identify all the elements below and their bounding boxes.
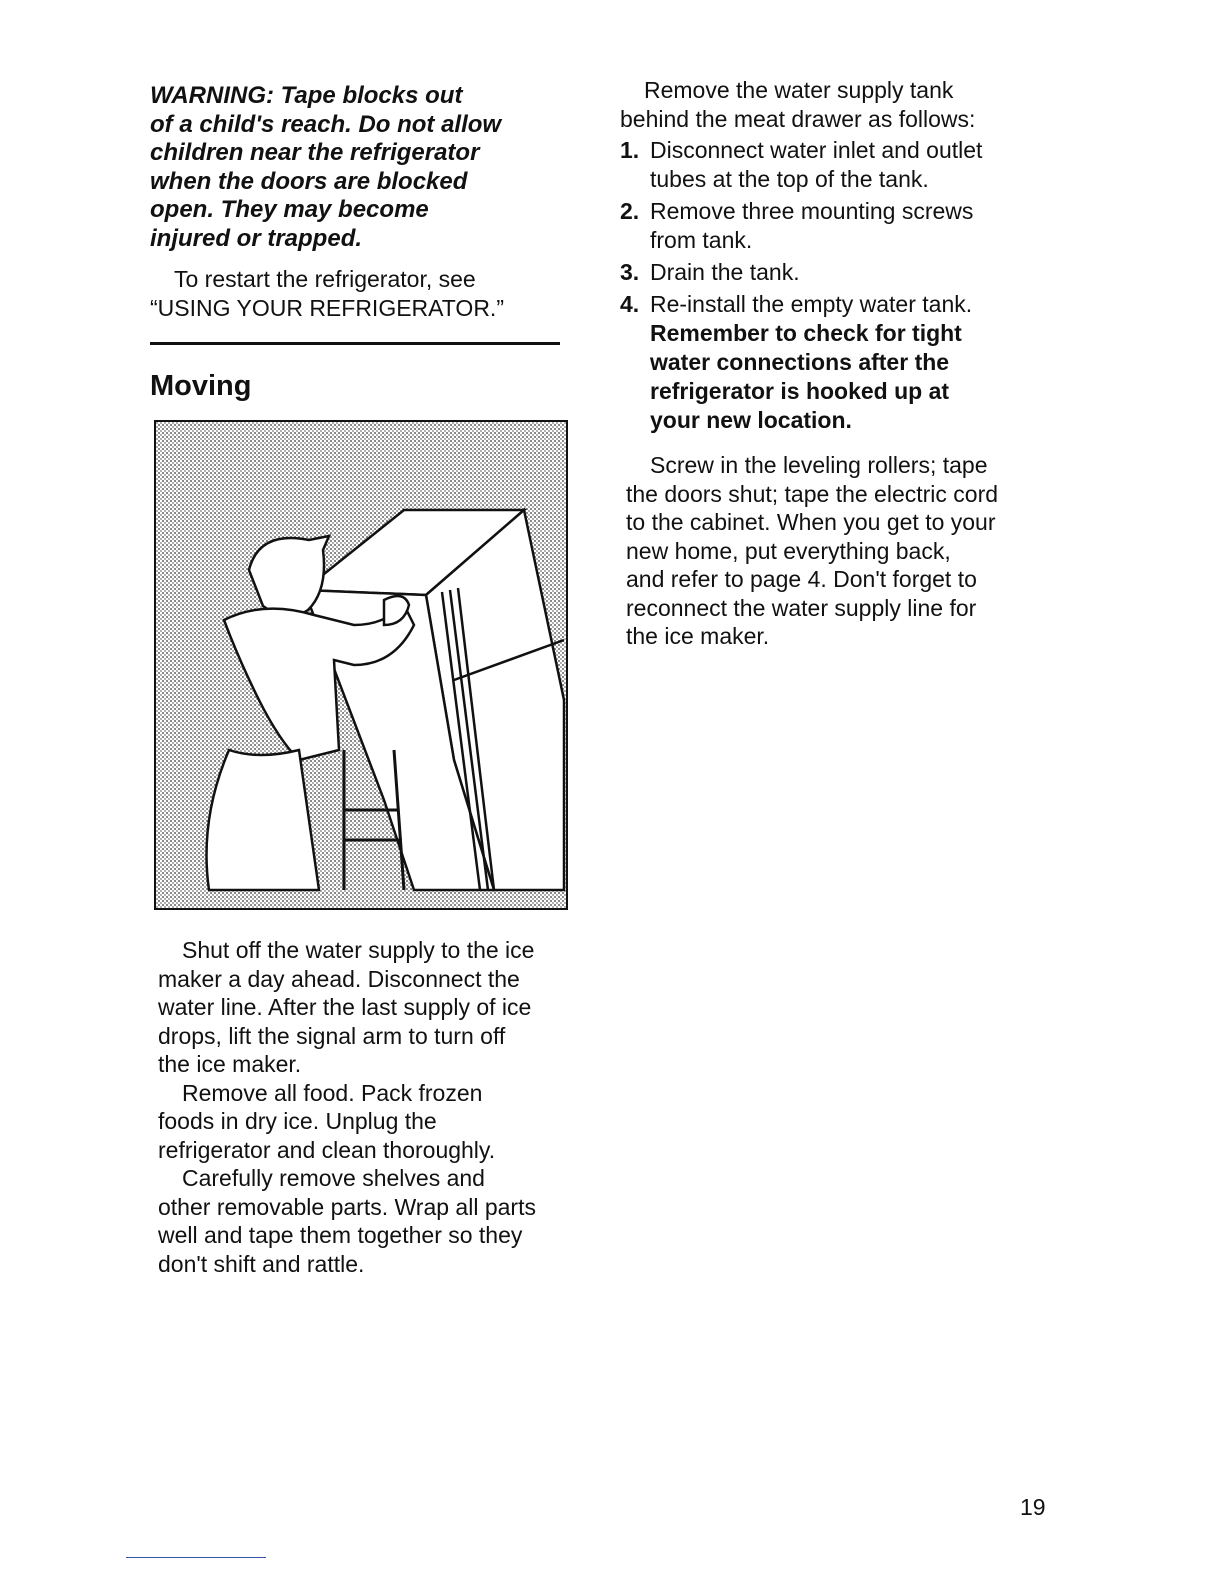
step-line: from tank. <box>650 227 753 253</box>
text-line: Carefully remove shelves and <box>182 1165 485 1191</box>
warning-line: when the doors are blocked <box>150 167 468 195</box>
text-line: Remove all food. Pack frozen <box>182 1079 483 1106</box>
step-1 <box>620 136 1040 194</box>
text-line: don't shift and rattle. <box>158 1250 365 1277</box>
warning-line: open. They may become <box>150 196 429 223</box>
closing-paragraph <box>620 451 1040 651</box>
text-line: drops, lift the signal arm to turn off <box>158 1022 506 1049</box>
warning-line: injured or trapped. <box>150 224 363 252</box>
right-column <box>620 76 1040 651</box>
paragraph-ice-maker <box>158 936 578 1079</box>
text-line: Remove the water supply tank <box>644 77 954 103</box>
paragraph-food <box>158 1079 578 1165</box>
text-line: and refer to page 4. Don't forget to <box>626 566 977 592</box>
moving-illustration <box>154 420 568 910</box>
step-line: Remove three mounting screws <box>650 198 974 224</box>
step-bold-line: water connections after the <box>650 349 950 375</box>
step-2 <box>620 197 1040 255</box>
step-number: 1. <box>620 137 640 163</box>
step-3 <box>620 258 1040 287</box>
step-4 <box>620 290 1040 435</box>
step-number: 2. <box>620 198 640 224</box>
restart-line: To restart the refrigerator, see <box>174 266 476 292</box>
page-number: 19 <box>1020 1494 1046 1520</box>
text-line: maker a day ahead. Disconnect the <box>158 965 520 992</box>
step-line: tubes at the top of the tank. <box>650 166 929 192</box>
warning-line: WARNING: Tape blocks out <box>150 82 463 109</box>
step-bold-line: your new location. <box>650 407 852 433</box>
left-column <box>150 82 570 322</box>
text-line: the doors shut; tape the electric cord <box>626 480 999 507</box>
warning-text <box>150 82 570 253</box>
text-line: Shut off the water supply to the ice <box>182 937 535 963</box>
text-line: well and tape them together so they <box>158 1222 523 1248</box>
section-heading: Moving <box>150 370 252 402</box>
text-line: the ice maker. <box>158 1051 302 1077</box>
step-bold-line: refrigerator is hooked up at <box>650 378 950 404</box>
step-bold-line: Remember to check for tight <box>650 320 962 346</box>
text-line: water line. After the last supply of ice <box>158 994 532 1020</box>
text-line: behind the meat drawer as follows: <box>620 105 976 132</box>
restart-line: “USING YOUR REFRIGERATOR.” <box>150 294 504 321</box>
step-line: Re-install the empty water tank. <box>650 291 973 317</box>
warning-line: children near the refrigerator <box>150 139 480 166</box>
text-line: to the cabinet. When you get to your <box>626 509 996 535</box>
footer-rule <box>126 1557 266 1558</box>
text-line: refrigerator and clean thoroughly. <box>158 1136 496 1163</box>
paragraph-shelves <box>158 1164 578 1278</box>
text-line: new home, put everything back, <box>626 537 951 564</box>
step-line: Disconnect water inlet and outlet <box>650 137 983 163</box>
step-number: 4. <box>620 291 640 317</box>
text-line: Screw in the leveling rollers; tape <box>650 452 988 478</box>
text-line: reconnect the water supply line for <box>626 594 977 621</box>
text-line: foods in dry ice. Unplug the <box>158 1108 437 1134</box>
text-line: other removable parts. Wrap all parts <box>158 1193 536 1220</box>
section-divider <box>150 342 560 345</box>
step-number: 3. <box>620 259 640 285</box>
step-line: Drain the tank. <box>650 259 800 285</box>
restart-paragraph <box>150 265 570 322</box>
moving-instructions <box>158 936 578 1278</box>
warning-line: of a child's reach. Do not allow <box>150 110 502 138</box>
water-tank-intro <box>620 76 1040 133</box>
text-line: the ice maker. <box>626 623 770 649</box>
